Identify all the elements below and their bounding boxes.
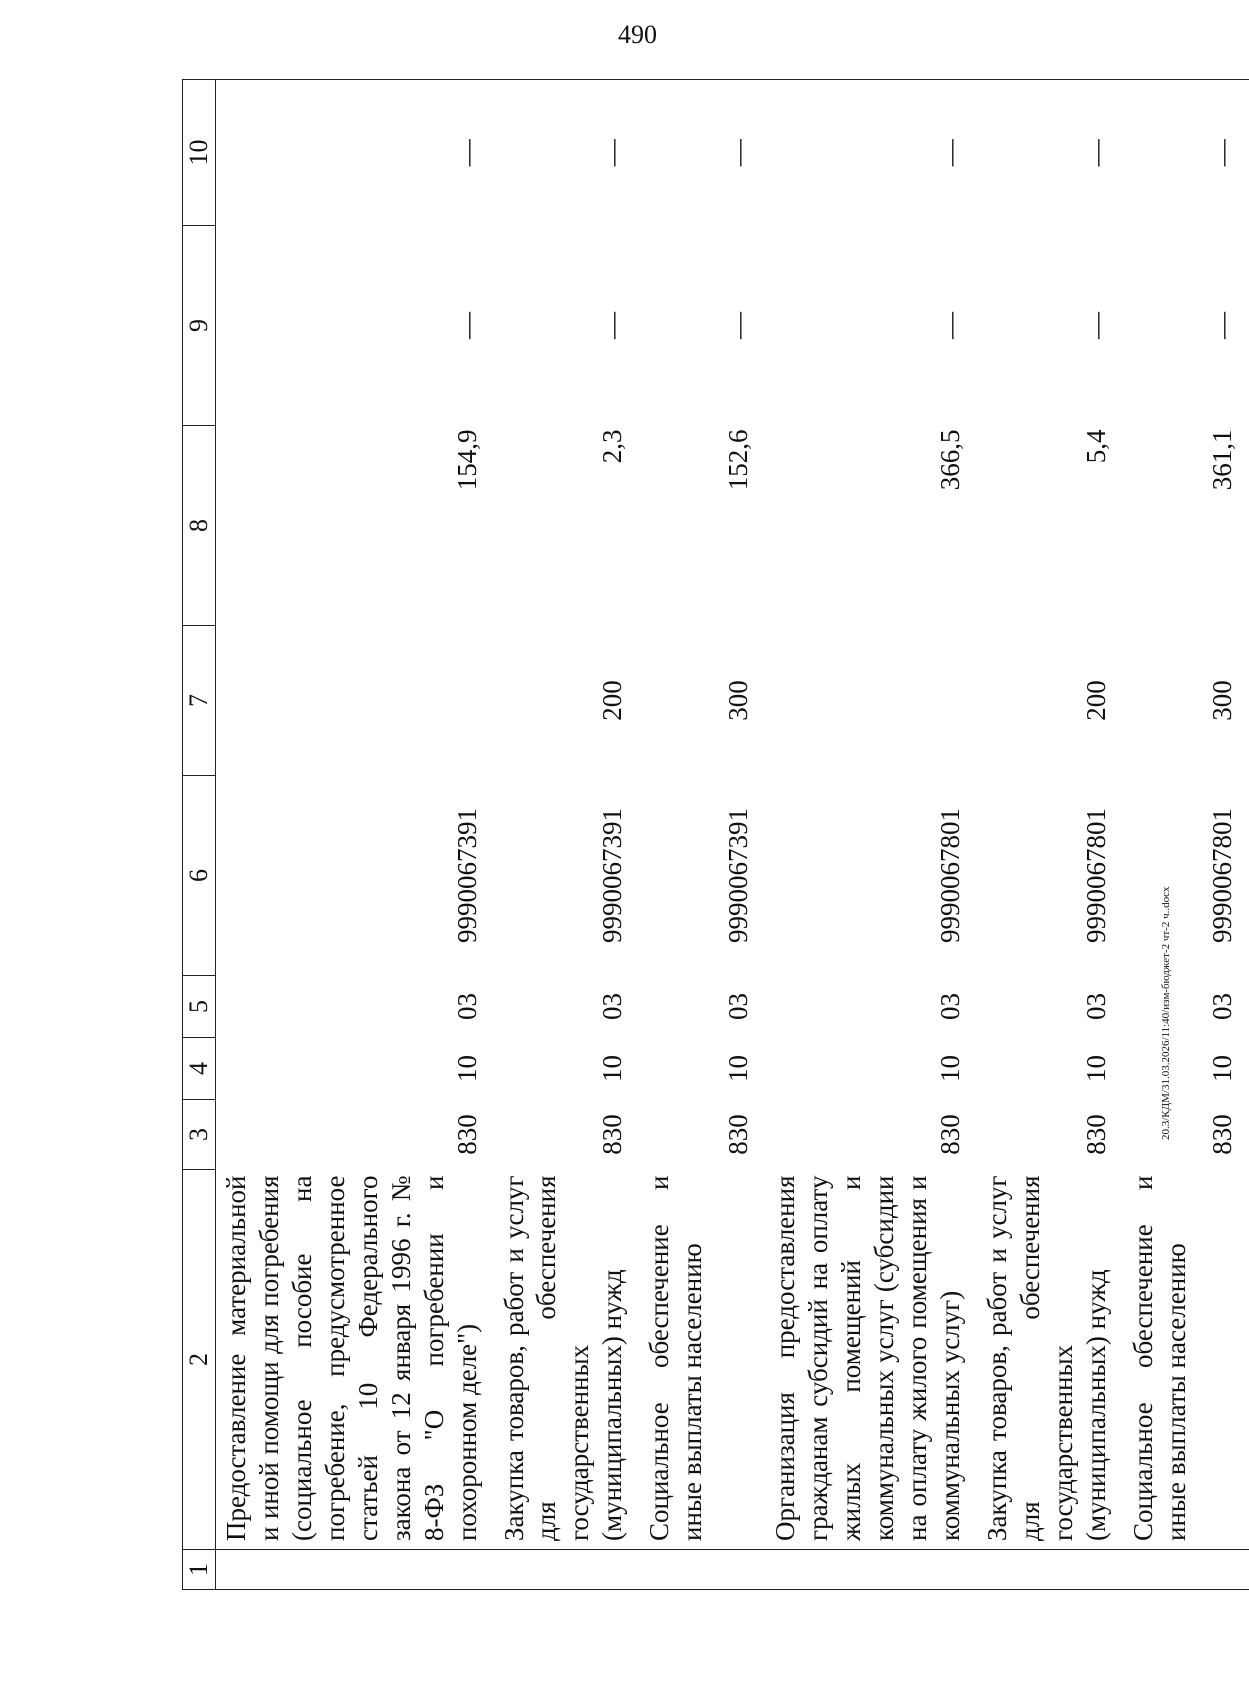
budget-table [182,79,1249,1590]
cell-ved: 830 [934,1114,965,1155]
cell-section: 10 [451,1055,482,1082]
cell-col1 [977,1550,1123,1590]
cell-col10: — [494,80,640,226]
cell-subsection: 03 [597,993,628,1020]
cell-col1 [216,1550,494,1590]
header-cell: 1 [183,1550,216,1590]
cell-ved: 830 [451,1114,482,1155]
cell-target-code: 9990067391 [723,808,754,943]
cell-description: Социальное обеспечение и иные выплаты населению [1123,1170,1249,1550]
cell-target-code: 9990067801 [1080,808,1111,943]
cell-col1 [494,1550,640,1590]
cell-ved: 830 [1206,1114,1237,1155]
header-cell: 5 [183,976,216,1038]
cell-col9: — [1080,312,1111,339]
cell-expense-type: 300 [1206,680,1237,721]
cell-section: 10 [1080,1055,1111,1082]
cell-amount: 5,4 [1080,429,1111,464]
cell-amount: 2,3 [597,429,628,464]
cell-col10: — [765,80,977,226]
table-row [494,80,640,1590]
rotated-table-container [182,80,1237,1590]
cell-col9: — [1206,312,1237,339]
header-cell: 10 [183,80,216,226]
table-row [639,80,765,1590]
header-cell: 2 [183,1170,216,1550]
cell-amount: 154,9 [451,429,482,491]
cell-section: 10 [1206,1055,1237,1082]
header-cell: 4 [183,1038,216,1100]
header-row [183,80,216,1590]
cell-ved: 830 [597,1114,628,1155]
cell-ved: 830 [723,1114,754,1155]
header-cell: 9 [183,226,216,426]
cell-description: Социальное обеспечение и иные выплаты населению [639,1170,765,1550]
table-row [1123,80,1249,1590]
cell-target-code: 9990067801 [1206,808,1237,943]
header-cell: 3 [183,1100,216,1170]
cell-col1 [639,1550,765,1590]
cell-col10: — [216,80,494,226]
cell-expense-type [216,626,494,776]
cell-subsection: 03 [723,993,754,1020]
cell-subsection: 03 [1206,993,1237,1020]
cell-col9: — [451,312,482,339]
cell-amount: 361,1 [1206,429,1237,491]
cell-col9: — [723,312,754,339]
cell-target-code: 9990067391 [451,808,482,943]
header-cell: 8 [183,426,216,626]
cell-col1 [1123,1550,1249,1590]
cell-col10: — [1123,80,1249,226]
cell-expense-type: 300 [723,680,754,721]
table-row [977,80,1123,1590]
cell-description: Закупка товаров, работ и услуг для обеспечения государственных (муниципальных) нужд [494,1170,640,1550]
cell-subsection: 03 [1080,993,1111,1020]
cell-section: 10 [723,1055,754,1082]
footer-file-path: 20.3/КДМ/31.03.2026/11:40/изм-бюджет-2 чт-2 ч..docx [1160,886,1172,1140]
cell-target-code: 9990067391 [597,808,628,943]
cell-expense-type [765,626,977,776]
cell-col1 [765,1550,977,1590]
cell-expense-type: 200 [597,680,628,721]
cell-subsection: 03 [934,993,965,1020]
table-row [765,80,977,1590]
cell-section: 10 [597,1055,628,1082]
page-number: 490 [618,20,657,49]
table-row [216,80,494,1590]
cell-amount: 152,6 [723,429,754,491]
cell-col9: — [934,312,965,339]
cell-description: Организация предоставления гражданам субсидий на оплату жилых помещений и коммунальных услуг (субсидии на оплату жилого помещения и коммунальных услуг) [765,1170,977,1550]
header-cell: 7 [183,626,216,776]
cell-description: Закупка товаров, работ и услуг для обеспечения государственных (муниципальных) нужд [977,1170,1123,1550]
cell-section: 10 [934,1055,965,1082]
cell-col9: — [597,312,628,339]
cell-expense-type: 200 [1080,680,1111,721]
header-cell: 6 [183,776,216,976]
cell-ved: 830 [1080,1114,1111,1155]
cell-target-code: 9990067801 [934,808,965,943]
cell-col10: — [639,80,765,226]
cell-description: Предоставление материальной и иной помощи для погребения (социальное пособие на погребение, предусмотренное статьей 10 Федерального закона от 12 января 1996 г. № 8-ФЗ "О погребении и похоронном деле") [216,1170,494,1550]
cell-col10: — [977,80,1123,226]
cell-subsection: 03 [451,993,482,1020]
cell-amount: 366,5 [934,429,965,491]
